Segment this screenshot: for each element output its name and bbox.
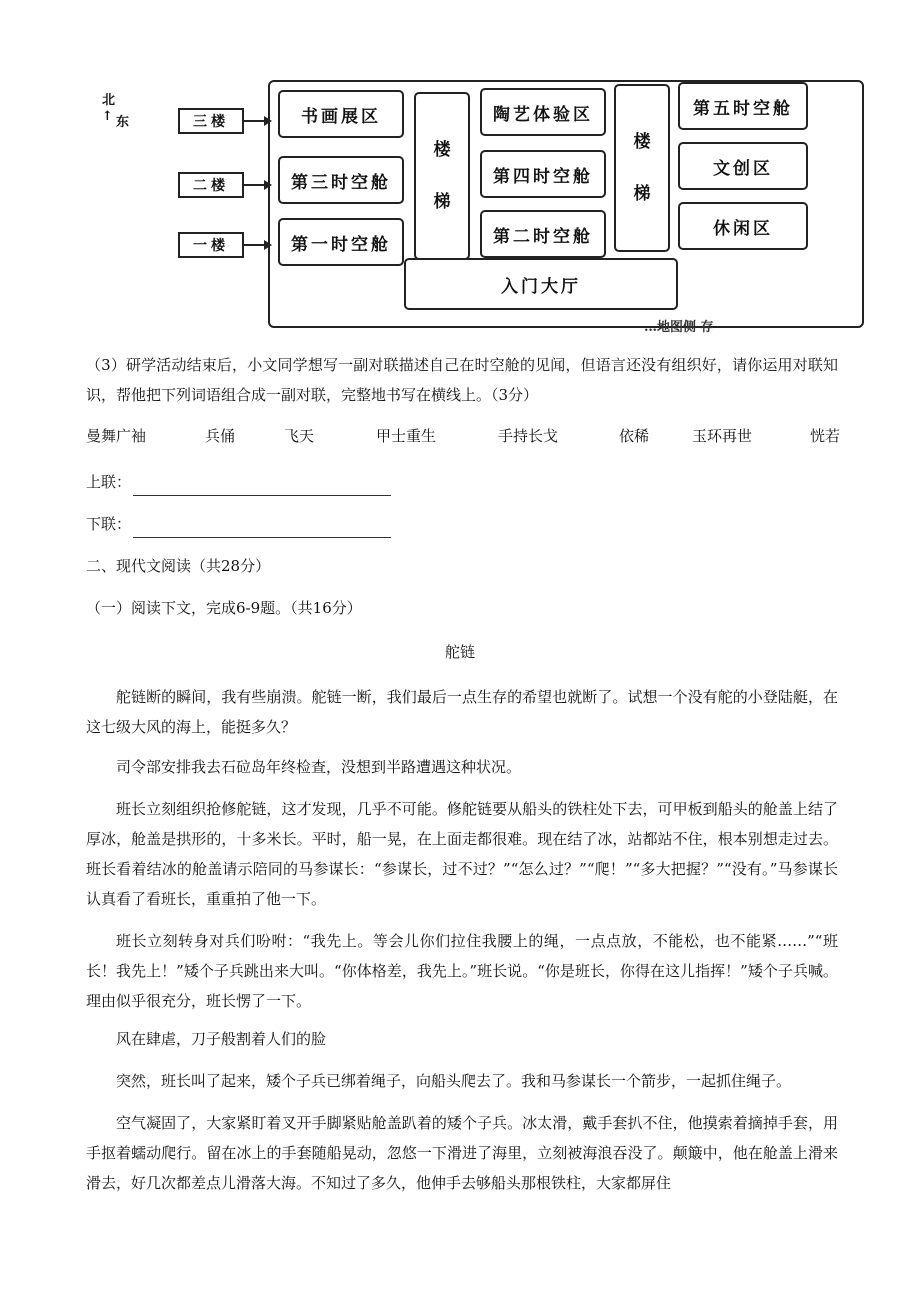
section-2-subheading: （一）阅读下文，完成6-9题。（共16分）: [86, 599, 362, 617]
floor-arrow-3: [244, 120, 266, 122]
floor-tag-2: 二楼: [178, 172, 244, 198]
room-capsule-4: 第四时空舱: [480, 150, 606, 198]
stairs-right-char-2: 梯: [633, 184, 651, 204]
floor-plan-diagram: [96, 72, 876, 334]
floor-arrow-1: [244, 244, 266, 246]
upper-couplet-label: 上联：: [86, 473, 132, 491]
floor-arrow-2: [244, 184, 266, 186]
article-paragraph-1: 舵链断的瞬间，我有些崩溃。舵链一断，我们最后一点生存的希望也就断了。试想一个没有舵的小登陆艇，在这七级大风的海上，能挺多久？: [86, 688, 838, 736]
word-bank-item: 曼舞广袖: [86, 427, 147, 445]
article-title: 舵链: [444, 643, 475, 661]
word-bank-item: 玉环再世: [692, 427, 753, 445]
word-bank-item: 兵俑: [205, 427, 236, 445]
word-bank: [86, 422, 846, 450]
article-paragraph-5: 风在肆虐，刀子般割着人们的脸: [116, 1030, 327, 1048]
stairs-left-char-1: 楼: [433, 140, 451, 160]
stairs-left-char-2: 梯: [433, 192, 451, 212]
compass-arrow: ↑: [102, 109, 113, 124]
stairs-right-char-1: 楼: [633, 132, 651, 152]
diagram-cut-caption: …地图侧 存: [644, 320, 714, 335]
room-calligraphy-exhibit: 书画展区: [278, 90, 404, 138]
lower-couplet-line: [86, 510, 391, 538]
floor-tag-1: 一楼: [178, 232, 244, 258]
upper-couplet-blank[interactable]: [133, 477, 391, 496]
compass-east-label: 东: [116, 115, 130, 130]
question-3-prompt: （3）研学活动结束后，小文同学想写一副对联描述自己在时空舱的见闻，但语言还没有组织好，请你运用对联知识，帮他把下列词语组合成一副对联，完整地书写在横线上。（3分）: [86, 356, 838, 404]
word-bank-item: 甲士重生: [376, 427, 437, 445]
word-bank-item: 依稀: [619, 427, 650, 445]
room-pottery: 陶艺体验区: [480, 88, 606, 136]
floor-tag-3: 三楼: [178, 108, 244, 134]
compass-north-label: 北: [102, 93, 116, 108]
room-entrance-lobby: 入门大厅: [404, 258, 678, 310]
article-paragraph-4: 班长立刻转身对兵们吩咐：“我先上。等会儿你们拉住我腰上的绳，一点点放，不能松，也不能紧……”“班长！我先上！”矮个子兵跳出来大叫。“你体格差，我先上。”班长说。“你是班长，你得在这儿指挥！”矮个子兵喊。理由似乎很充分，班长愣了一下。: [86, 932, 838, 1010]
room-capsule-5: 第五时空舱: [678, 82, 808, 130]
section-2-heading: 二、现代文阅读（共28分）: [86, 557, 271, 575]
word-bank-item: 手持长戈: [498, 427, 559, 445]
article-paragraph-3: 班长立刻组织抢修舵链，这才发现，几乎不可能。修舵链要从船头的铁柱处下去，可甲板到船头的舱盖上结了厚冰，舱盖是拱形的，十多米长。平时，船一晃，在上面走都很难。现在结了冰，站都站不住，根本别想走过去。班长看着结冰的舱盖请示陪同的马参谋长：“参谋长，过不过？”“怎么过？”“爬！”“多大把握？”“没有。”马参谋长认真看了看班长，重重拍了他一下。: [86, 800, 838, 908]
article-paragraph-2: 司令部安排我去石砬岛年终检查，没想到半路遭遇这种状况。: [116, 758, 522, 776]
room-capsule-1: 第一时空舱: [278, 218, 404, 266]
word-bank-item: 飞天: [284, 427, 315, 445]
room-capsule-2: 第二时空舱: [480, 210, 606, 258]
lower-couplet-label: 下联：: [86, 515, 132, 533]
lower-couplet-blank[interactable]: [133, 519, 391, 538]
stairs-right: [614, 84, 670, 252]
upper-couplet-line: [86, 468, 391, 496]
word-bank-item: 恍若: [810, 427, 841, 445]
room-creative: 文创区: [678, 142, 808, 190]
article-paragraph-7: 空气凝固了，大家紧盯着叉开手脚紧贴舱盖趴着的矮个子兵。冰太滑，戴手套扒不住，他摸索着摘掉手套，用手抠着蠕动爬行。留在冰上的手套随船晃动，忽悠一下滑进了海里，立刻被海浪吞没了。颠簸中，他在舱盖上滑来滑去，好几次都差点儿滑落大海。不知过了多久，他伸手去够船头那根铁柱，大家都屏住: [86, 1114, 838, 1192]
stairs-left: [414, 92, 470, 260]
room-leisure: 休闲区: [678, 202, 808, 250]
room-capsule-3: 第三时空舱: [278, 156, 404, 204]
article-paragraph-6: 突然，班长叫了起来，矮个子兵已绑着绳子，向船头爬去了。我和马参谋长一个箭步，一起抓住绳子。: [116, 1072, 792, 1090]
